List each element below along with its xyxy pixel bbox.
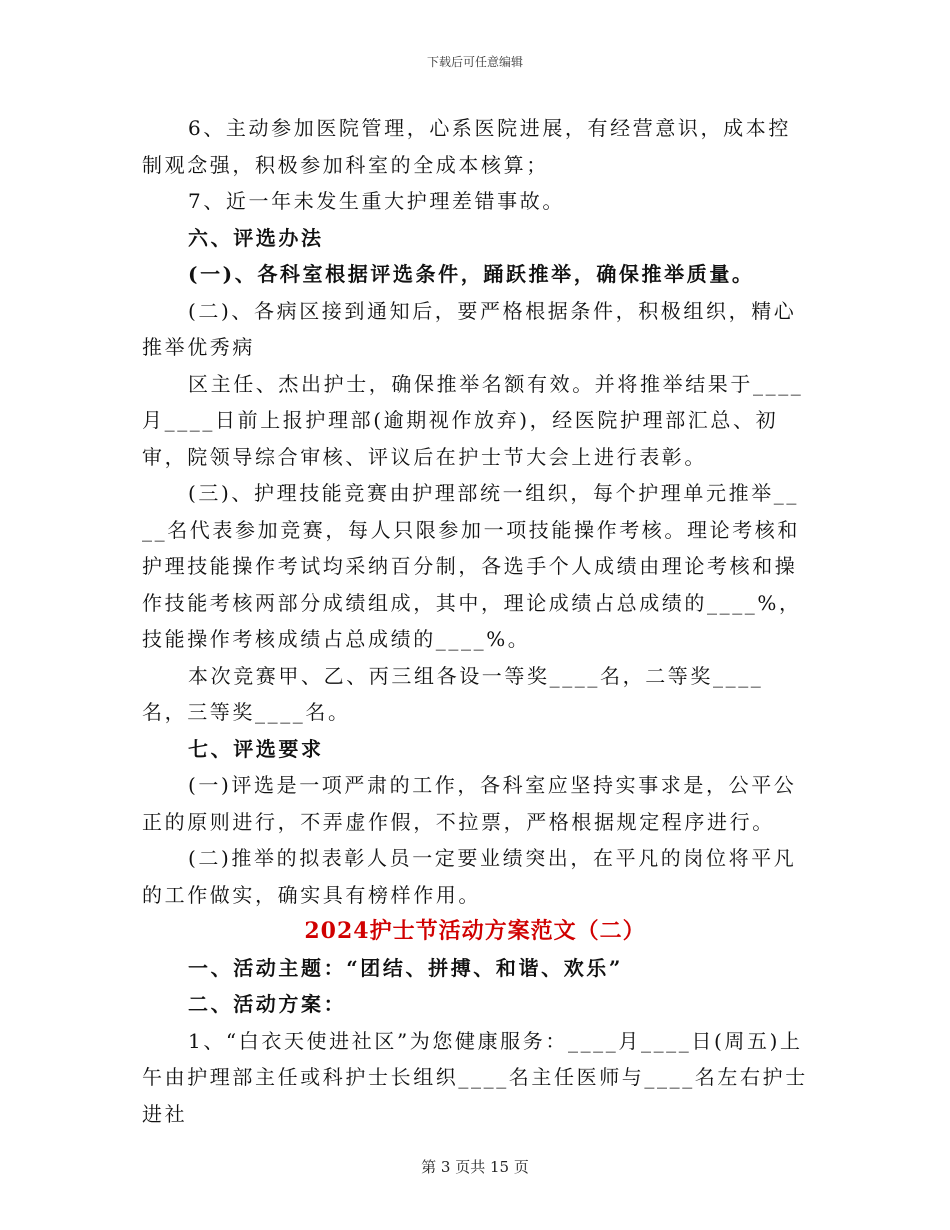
paragraph-item-7: 7、近一年未发生重大护理差错事故。 — [188, 189, 565, 213]
activity-theme: 一、活动主题：“团结、拼搏、和谐、欢乐” — [188, 955, 624, 980]
section-heading-7: 七、评选要求 — [188, 736, 324, 761]
section-7-item-2: (二)推举的拟表彰人员一定要业绩突出，在平凡的岗位将平凡的工作做实，确实具有榜样作用。 — [142, 846, 797, 907]
section-6-item-2-continued: 区主任、杰出护士，确保推举名额有效。并将推举结果于____月____日前上报护理部(逾期视作放弃)，经医院护理部汇总、初审，院领导综合审核、评议后在护士节大会上进行表彰。 — [142, 371, 804, 469]
document-title-2: 2024护士节活动方案范文（二） — [304, 918, 646, 944]
section-6-item-1: (一)、各科室根据评选条件，踊跃推举，确保推举质量。 — [188, 262, 755, 286]
activity-plan-item-1: 1、“白衣天使进社区”为您健康服务：____月____日(周五)上午由护理部主任或科护士长组织____名主任医师与____名左右护士进社 — [142, 1028, 808, 1126]
section-6-item-4: 本次竞赛甲、乙、丙三组各设一等奖____名，二等奖____名，三等奖____名。 — [142, 663, 764, 724]
section-7-item-1: (一)评选是一项严肃的工作，各科室应坚持实事求是，公平公正的原则进行，不弄虚作假，不拉票，严格根据规定程序进行。 — [142, 773, 797, 834]
section-6-item-3: (三)、护理技能竞赛由护理部统一组织，每个护理单元推举____名代表参加竞赛，每人只限参加一项技能操作考核。理论考核和护理技能操作考试均采纳百分制，各选手个人成绩由理论考核和操作技能考核两部分成绩组成，其中，理论成绩占总成绩的____%，技能操作考核成绩占总成绩的____%。 — [142, 481, 802, 651]
section-heading-6: 六、评选办法 — [188, 225, 324, 250]
section-6-item-2: (二)、各病区接到通知后，要严格根据条件，积极组织，精心推举优秀病 — [142, 298, 797, 359]
page-header: 下载后可任意编辑 — [426, 55, 523, 69]
activity-plan-heading: 二、活动方案： — [188, 992, 347, 1016]
page-footer: 第 3 页共 15 页 — [421, 1158, 529, 1176]
document-body — [142, 110, 808, 1132]
paragraph-item-6: 6、主动参加医院管理，心系医院进展，有经营意识，成本控制观念强，积极参加科室的全成本核算； — [142, 116, 791, 177]
